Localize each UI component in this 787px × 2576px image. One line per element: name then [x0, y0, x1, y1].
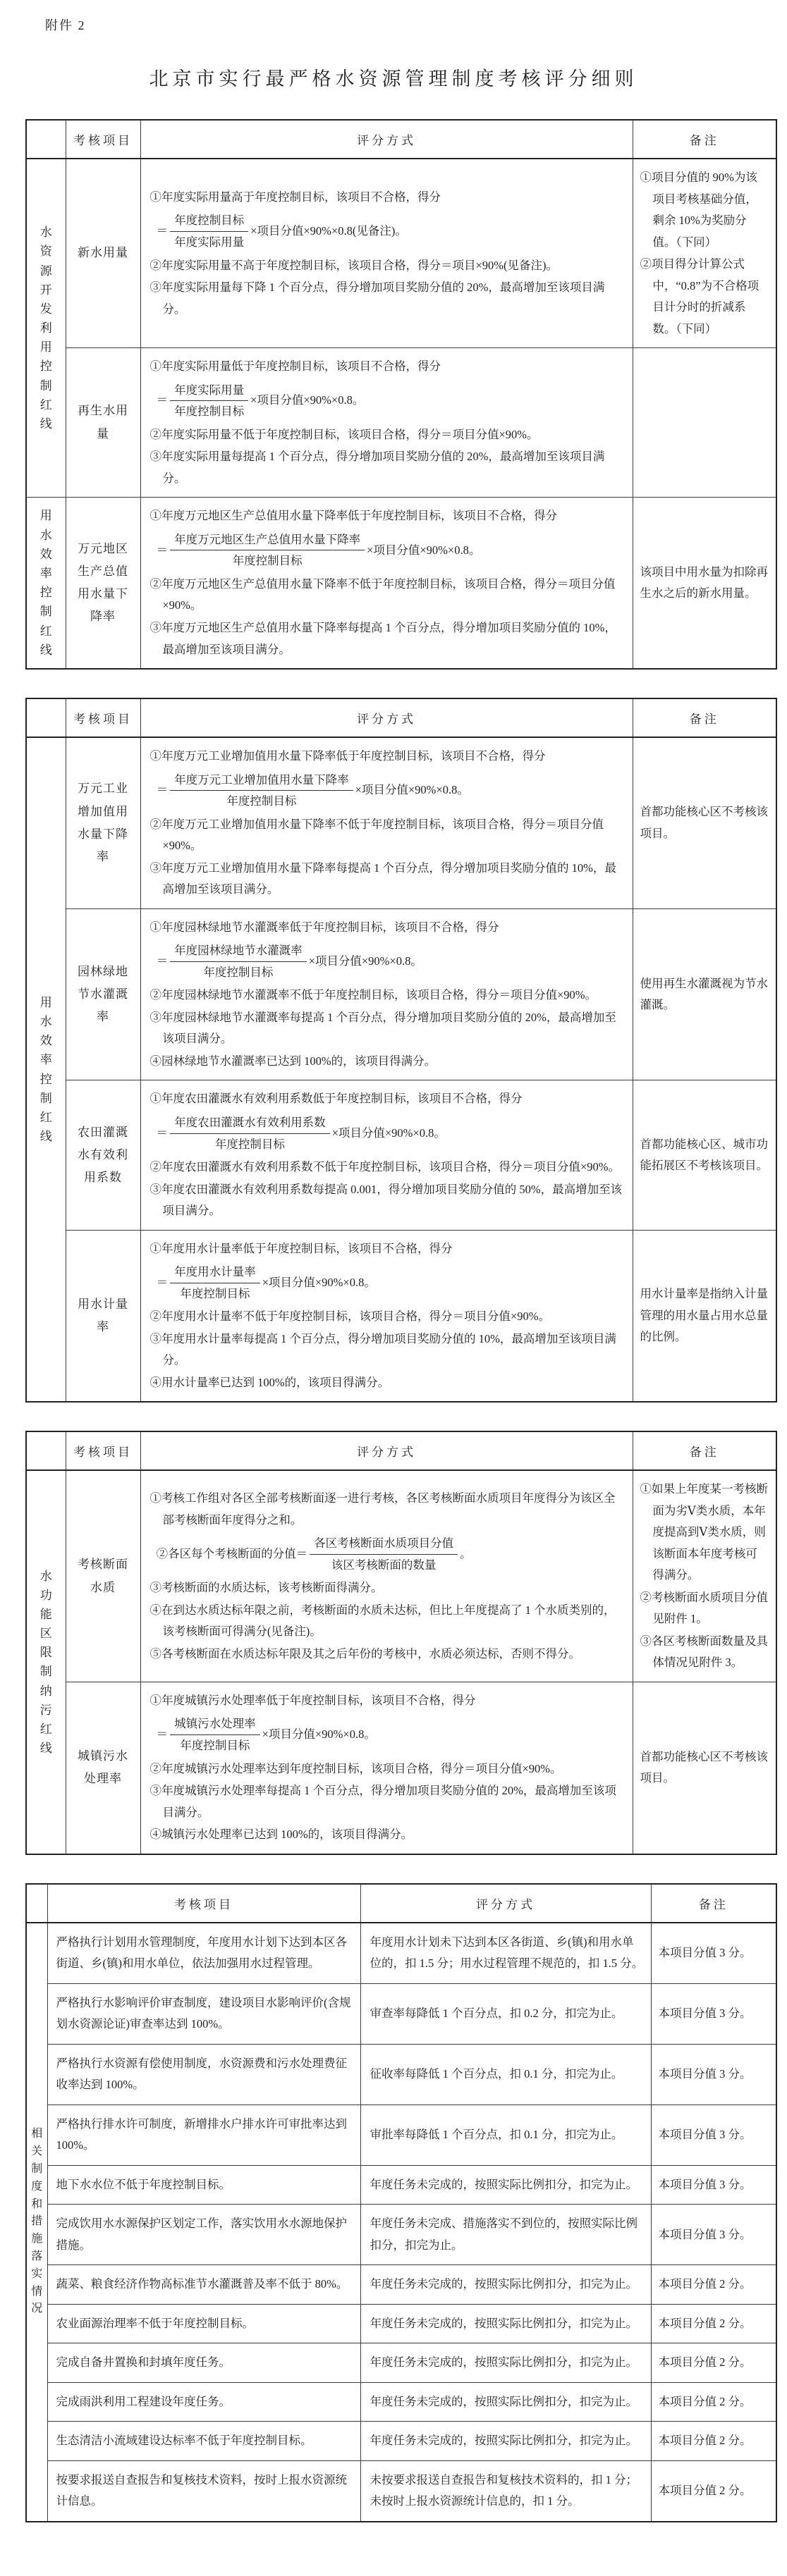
method-line: ③年度农田灌溉水有效利用系数每提高 0.001，得分增加项目奖励分值的 50%，最高增加至该项目满分。 [150, 1182, 623, 1218]
formula-suffix: 。 [460, 1546, 472, 1560]
note-cell [651, 2104, 776, 2165]
table-header [26, 698, 776, 737]
table-row [26, 2422, 776, 2461]
formula-suffix: ×项目分值×90%×0.8。 [308, 954, 422, 968]
table-body [26, 1470, 776, 1854]
item-cell: 用水计量率 [66, 1230, 140, 1402]
note-line: ②考核断面水质项目分值见附件 1。 [640, 1590, 768, 1626]
fraction [170, 1263, 260, 1302]
note-line: ③各区考核断面数量及具体情况见附件 3。 [640, 1634, 768, 1670]
note-line: 本项目分值 2 分。 [658, 2355, 752, 2369]
method-line: ①年度城镇污水处理率低于年度控制目标，该项目不合格，得分 [150, 1693, 476, 1707]
formula-suffix: ×项目分值×90%×0.8。 [367, 543, 481, 557]
fraction-denominator: 年度控制目标 [232, 554, 303, 568]
formula-suffix: ×项目分值×90%×0.8。 [331, 1126, 446, 1140]
formula-suffix: ×项目分值×90%×0.8。 [355, 783, 469, 797]
method-cell [360, 2165, 651, 2205]
header-item: 考核项目 [66, 698, 140, 737]
note-cell [633, 1080, 776, 1230]
fraction-denominator: 年度控制目标 [174, 405, 245, 419]
fraction [170, 771, 353, 811]
note-cell [633, 1470, 776, 1682]
method-cell [140, 737, 633, 908]
fraction-denominator: 年度控制目标 [180, 1739, 250, 1753]
fraction [310, 1534, 458, 1574]
note-cell [651, 2422, 776, 2461]
item-cell: 再生水用量 [66, 348, 140, 498]
method-line: ②年度农田灌溉水有效利用系数不低于年度控制目标，该项目合格，得分＝项目分值×90%。 [150, 1160, 621, 1174]
fraction-numerator: 年度实际用量 [170, 381, 248, 402]
note-line: ①项目分值的 90%为该项目考核基础分值，剩余 10%为奖励分值。（下同） [640, 171, 757, 249]
method-cell [360, 2343, 651, 2383]
note-line: 本项目分值 2 分。 [658, 2394, 752, 2408]
fraction-denominator: 该区考核断面的数量 [331, 1558, 437, 1572]
method-line: 未按要求报送自查报告和复核技术资料的，扣 1 分；未按时上报水资源统计信息的，扣 1 分。 [370, 2472, 637, 2508]
fraction [170, 381, 248, 421]
method-line: 审查率每降低 1 个百分点，扣 0.2 分，扣完为止。 [370, 2006, 623, 2020]
table-body [26, 159, 776, 669]
method-line: ③年度万元工业增加值用水量下降率每提高 1 个百分点，得分增加项目奖励分值的 10%，最高增加至该项目满分。 [150, 861, 616, 896]
method-cell [140, 498, 633, 669]
method-line: ②年度园林绿地节水灌溉率不低于年度控制目标，该项目合格，得分＝项目分值×90%。 [150, 988, 597, 1002]
method-line: ③年度园林绿地节水灌溉率每提高 1 个百分点，得分增加项目奖励分值的 20%，最高增加至该项目满分。 [150, 1010, 616, 1046]
table-row [26, 159, 776, 348]
table-row [26, 1983, 776, 2044]
note-line: 用水计量率是指纳入计量管理的用水量占用水总量的比例。 [640, 1287, 768, 1344]
item-cell: 完成自备井置换和封填年度任务。 [47, 2343, 360, 2383]
note-cell [633, 908, 776, 1080]
method-cell [140, 1682, 633, 1854]
formula-prefix: ＝ [156, 1126, 169, 1140]
note-cell [651, 2165, 776, 2205]
method-line: ①年度实际用量高于年度控制目标，该项目不合格，得分 [150, 190, 441, 204]
group-rail-cell [26, 737, 66, 1402]
group-rail-label: 水功能区限制纳污红线 [39, 1569, 52, 1756]
table-row [26, 498, 776, 669]
note-cell [651, 2265, 776, 2305]
fraction-numerator: 年度万元地区生产总值用水量下降率 [170, 531, 365, 551]
item-cell: 按要求报送自查报告和复核技术资料，按时上报水资源统计信息。 [47, 2460, 360, 2522]
method-cell [140, 908, 633, 1080]
table-row [26, 348, 776, 498]
method-line: 年度任务未完成的，按照实际比例扣分，扣完为止。 [370, 2355, 637, 2369]
method-line: 年度用水计划未下达到本区各街道、乡(镇)和用水单位的，扣 1.5 分；用水过程管理不规范的，扣 1.5 分。 [370, 1935, 644, 1971]
attachment-label: 附件 2 [45, 18, 86, 32]
header-note: 备注 [633, 1431, 776, 1470]
note-cell [633, 159, 776, 348]
method-cell [360, 2460, 651, 2522]
method-line: ①考核工作组对各区全部考核断面逐一进行考核，各区考核断面水质项目年度得分为该区全部考核断面年度得分之和。 [150, 1491, 616, 1527]
score-table-3 [25, 1431, 777, 1854]
method-formula [157, 771, 626, 811]
header-rail-cell [26, 120, 66, 159]
item-cell: 严格执行排水许可制度，新增排水户排水许可审批率达到 100%。 [47, 2104, 360, 2165]
method-line: 年度任务未完成的，按照实际比例扣分，扣完为止。 [370, 2177, 637, 2191]
note-cell [651, 2304, 776, 2343]
note-line: 本项目分值 3 分。 [658, 2128, 752, 2141]
table-row [26, 1470, 776, 1682]
method-formula [157, 1263, 626, 1302]
fraction-denominator: 年度实际用量 [174, 235, 245, 249]
table-row [26, 1682, 776, 1854]
group-rail-label: 用水效率控制红线 [39, 995, 52, 1144]
item-cell: 蔬菜、粮食经济作物高标准节水灌溉普及率不低于 80%。 [47, 2265, 360, 2305]
method-formula [157, 381, 626, 421]
table-body [26, 1923, 776, 2522]
fraction-denominator: 年度控制目标 [180, 1286, 250, 1300]
method-cell [360, 2104, 651, 2165]
table-body [26, 737, 776, 1402]
note-line: 本项目分值 2 分。 [658, 2434, 752, 2448]
fraction [170, 1715, 260, 1754]
fraction-numerator: 年度控制目标 [170, 211, 248, 232]
fraction-numerator: 各区考核断面水质项目分值 [310, 1534, 458, 1555]
formula-suffix: ×项目分值×90%×0.8。 [262, 1275, 376, 1289]
header-item: 考核项目 [66, 1431, 140, 1470]
header-row [26, 1431, 776, 1470]
header-rail-cell [26, 1431, 66, 1470]
note-line: 本项目分值 3 分。 [658, 2006, 752, 2020]
formula-prefix: ＝ [156, 954, 169, 968]
note-cell [651, 2044, 776, 2104]
table-row [26, 2265, 776, 2305]
note-line: 该项目中用水量为扣除再生水之后的新水用量。 [640, 565, 768, 600]
formula-prefix: ＝ [156, 543, 169, 557]
note-cell [633, 1682, 776, 1854]
method-line: ①年度用水计量率低于年度控制目标，该项目不合格，得分 [150, 1241, 453, 1255]
formula-prefix: ＝ [156, 224, 169, 238]
method-line: ①年度万元地区生产总值用水量下降率低于年度控制目标，该项目不合格，得分 [150, 509, 557, 523]
header-row [26, 120, 776, 159]
method-line: ③年度实际用量每下降 1 个百分点，得分增加项目奖励分值的 20%，最高增加至该项目满分。 [150, 281, 605, 316]
note-cell [651, 2460, 776, 2522]
tables-container [0, 119, 787, 2522]
method-line: ②年度万元地区生产总值用水量下降率不低于年度控制目标，该项目合格，得分＝项目分值×90%。 [150, 577, 616, 612]
method-cell [360, 2205, 651, 2265]
item-cell: 万元工业增加值用水量下降率 [66, 737, 140, 908]
group-rail-cell [26, 1470, 66, 1854]
table-row [26, 2382, 776, 2422]
method-cell [140, 348, 633, 498]
note-line: ①如果上年度某一考核断面为劣Ⅴ类水质，本年度提高到Ⅴ类水质，则该断面本年度考核可得满分。 [640, 1482, 768, 1582]
method-line: ③年度实际用量每提高 1 个百分点，得分增加项目奖励分值的 20%，最高增加至该项目满分。 [150, 450, 605, 485]
header-rail-cell [26, 1884, 47, 1923]
item-cell: 农田灌溉水有效利用系数 [66, 1080, 140, 1230]
note-line: 本项目分值 3 分。 [658, 2227, 752, 2241]
method-line: 年度任务未完成的，按照实际比例扣分，扣完为止。 [370, 2394, 637, 2408]
method-cell [360, 2265, 651, 2305]
note-line: 首都功能核心区、城市功能拓展区不考核该项目。 [640, 1137, 768, 1173]
method-line: ②年度用水计量率不低于年度控制目标，该项目合格，得分＝项目分值×90%。 [150, 1309, 551, 1324]
table-row [26, 2343, 776, 2383]
fraction [170, 211, 248, 251]
header-method: 评分方式 [140, 698, 633, 737]
item-cell: 完成饮用水水源保护区划定工作，落实饮用水水源地保护措施。 [47, 2205, 360, 2265]
method-line: ⑤各考核断面在水质达标年限及其之后年份的考核中，水质必须达标，否则不得分。 [150, 1646, 580, 1660]
method-cell [360, 2382, 651, 2422]
item-cell: 地下水水位不低于年度控制目标。 [47, 2165, 360, 2205]
formula-prefix: ＝ [156, 1727, 169, 1742]
note-line: 本项目分值 3 分。 [658, 2177, 752, 2191]
header-note: 备注 [651, 1884, 776, 1923]
note-line: ②项目得分计算公式中，“0.8”为不合格项目计分时的折减系数。（下同） [640, 257, 759, 335]
method-line: 审批率每降低 1 个百分点，扣 0.1 分，扣完为止。 [370, 2128, 623, 2141]
method-formula [157, 1715, 626, 1754]
method-line: ③年度用水计量率每提高 1 个百分点，得分增加项目奖励分值的 10%，最高增加至该项目满分。 [150, 1331, 616, 1367]
fraction-numerator: 城镇污水处理率 [170, 1715, 260, 1735]
formula-prefix: ②各区每个考核断面的分值＝ [156, 1546, 308, 1560]
note-line: 首都功能核心区不考核该项目。 [640, 805, 768, 840]
table-row [26, 1923, 776, 1984]
method-cell [140, 159, 633, 348]
header-item: 考核项目 [66, 120, 140, 159]
method-line: 年度任务未完成的，按照实际比例扣分，扣完为止。 [370, 2316, 637, 2330]
table-row [26, 2104, 776, 2165]
header-method: 评分方式 [360, 1884, 651, 1923]
item-cell: 万元地区生产总值用水量下降率 [66, 498, 140, 669]
note-line: 本项目分值 3 分。 [658, 1945, 752, 1959]
fraction [170, 531, 365, 570]
header-row [26, 698, 776, 737]
table-header [26, 120, 776, 159]
method-cell [140, 1230, 633, 1402]
fraction [170, 1114, 330, 1153]
header-method: 评分方式 [140, 1431, 633, 1470]
method-line: ④在到达水质达标年限之前，考核断面的水质未达标，但比上年度提高了 1 个水质类别的，该考核断面可得满分(见备注)。 [150, 1603, 616, 1639]
page-title: 北京市实行最严格水资源管理制度考核评分细则 [149, 68, 638, 90]
method-line: ④用水计量率已达到 100%的，该项目得满分。 [150, 1375, 390, 1389]
note-cell [651, 2343, 776, 2383]
method-line: ①年度农田灌溉水有效利用系数低于年度控制目标，该项目不合格，得分 [150, 1092, 523, 1106]
method-line: ①年度万元工业增加值用水量下降率低于年度控制目标，该项目不合格，得分 [150, 749, 546, 763]
method-line: ③考核断面的水质达标，该考核断面得满分。 [150, 1581, 383, 1595]
note-line: 本项目分值 2 分。 [658, 2484, 752, 2498]
header-note: 备注 [633, 698, 776, 737]
method-cell [360, 2304, 651, 2343]
fraction-denominator: 年度控制目标 [226, 794, 297, 808]
table-row [26, 1080, 776, 1230]
group-rail-label: 水资源开发利用控制红线 [39, 226, 52, 431]
item-cell: 生态清洁小流域建设达标率不低于年度控制目标。 [47, 2422, 360, 2461]
method-cell [360, 1923, 651, 1984]
score-table-4 [25, 1883, 777, 2522]
formula-prefix: ＝ [156, 1275, 169, 1289]
note-line: 首都功能核心区不考核该项目。 [640, 1749, 768, 1785]
item-cell: 严格执行水资源有偿使用制度，水资源费和污水处理费征收率达到 100%。 [47, 2044, 360, 2104]
note-cell [651, 1983, 776, 2044]
method-line: ②年度实际用量不高于年度控制目标，该项目合格，得分＝项目×90%(见备注)。 [150, 258, 559, 272]
method-line: ②年度城镇污水处理率达到年度控制目标，该项目合格，得分＝项目分值×90%。 [150, 1761, 562, 1775]
note-line: 本项目分值 3 分。 [658, 2066, 752, 2081]
table-row [26, 737, 776, 908]
method-line: 年度任务未完成的，按照实际比例扣分，扣完为止。 [370, 2434, 637, 2448]
item-cell: 园林绿地节水灌溉率 [66, 908, 140, 1080]
fraction-numerator: 年度用水计量率 [170, 1263, 260, 1283]
note-cell [633, 348, 776, 498]
note-line: 本项目分值 2 分。 [658, 2316, 752, 2330]
formula-suffix: ×项目分值×90%×0.8。 [250, 393, 365, 407]
method-cell [140, 1080, 633, 1230]
table-header [26, 1884, 776, 1923]
formula-suffix: ×项目分值×90%×0.8(见备注)。 [250, 224, 407, 238]
group-rail-label: 相关制度和措施落实情况 [31, 2128, 43, 2315]
note-cell [651, 2205, 776, 2265]
table-row [26, 1230, 776, 1402]
method-line: ③年度城镇污水处理率每提高 1 个百分点，得分增加项目奖励分值的 20%，最高增加至该项目满分。 [150, 1784, 616, 1819]
method-formula [157, 531, 626, 570]
item-cell: 农业面源治理率不低于年度控制目标。 [47, 2304, 360, 2343]
item-cell: 严格执行水影响评价审查制度，建设项目水影响评价(含规划水资源论证)审查率达到 100%。 [47, 1983, 360, 2044]
fraction-denominator: 年度控制目标 [203, 965, 274, 979]
note-line: 本项目分值 2 分。 [658, 2277, 752, 2291]
group-rail-cell [26, 159, 66, 498]
note-cell [651, 2382, 776, 2422]
method-formula [157, 1534, 626, 1574]
note-cell [633, 737, 776, 908]
table-row [26, 2205, 776, 2265]
score-table-2 [25, 698, 777, 1403]
fraction-denominator: 年度控制目标 [214, 1137, 285, 1151]
method-line: ②年度万元工业增加值用水量下降率不低于年度控制目标，该项目合格，得分＝项目分值×90%。 [150, 817, 604, 853]
note-line: 使用再生水灌溉视为节水灌溉。 [640, 976, 768, 1012]
item-cell: 严格执行计划用水管理制度，年度用水计划下达到本区各街道、乡(镇)和用水单位，依法加强用水过程管理。 [47, 1923, 360, 1984]
item-cell: 城镇污水处理率 [66, 1682, 140, 1854]
method-line: ①年度实际用量低于年度控制目标，该项目不合格，得分 [150, 359, 441, 374]
method-line: ②年度实际用量不低于年度控制目标，该项目合格，得分＝项目分值×90%。 [150, 427, 539, 441]
method-line: ④园林绿地节水灌溉率已达到 100%的，该项目得满分。 [150, 1054, 437, 1068]
method-line: 年度任务未完成的，按照实际比例扣分，扣完为止。 [370, 2277, 637, 2291]
table-row [26, 908, 776, 1080]
formula-suffix: ×项目分值×90%×0.8。 [262, 1727, 376, 1742]
table-row [26, 2044, 776, 2104]
item-cell: 考核断面水质 [66, 1470, 140, 1682]
method-line: ④城镇污水处理率已达到 100%的，该项目得满分。 [150, 1828, 413, 1842]
method-line: 年度任务未完成、措施落实不到位的，按照实际比例扣分，扣完为止。 [370, 2217, 637, 2252]
fraction-numerator: 年度园林绿地节水灌溉率 [170, 942, 307, 962]
header-row [26, 1884, 776, 1923]
note-cell [651, 1923, 776, 1984]
fraction [170, 942, 307, 981]
fraction-numerator: 年度农田灌溉水有效利用系数 [170, 1114, 330, 1134]
method-cell [140, 1470, 633, 1682]
method-cell [360, 1983, 651, 2044]
method-formula [157, 942, 626, 981]
method-cell [360, 2422, 651, 2461]
group-rail-cell [26, 1923, 47, 2522]
formula-prefix: ＝ [156, 393, 169, 407]
fraction-numerator: 年度万元工业增加值用水量下降率 [170, 771, 353, 791]
item-cell: 完成雨洪利用工程建设年度任务。 [47, 2382, 360, 2422]
method-line: ①年度园林绿地节水灌溉率低于年度控制目标，该项目不合格，得分 [150, 920, 499, 934]
table-header [26, 1431, 776, 1470]
method-cell [360, 2044, 651, 2104]
score-table-1 [25, 119, 777, 670]
header-method: 评分方式 [140, 120, 633, 159]
note-cell [633, 1230, 776, 1402]
note-cell [633, 498, 776, 669]
header-item: 考核项目 [47, 1884, 360, 1923]
item-cell: 新水用量 [66, 159, 140, 348]
formula-prefix: ＝ [156, 783, 169, 797]
method-line: ③年度万元地区生产总值用水量下降率每提高 1 个百分点，得分增加项目奖励分值的 10%，最高增加至该项目满分。 [150, 620, 616, 656]
method-formula [157, 211, 626, 251]
group-rail-label: 用水效率控制红线 [39, 509, 52, 657]
header-rail-cell [26, 698, 66, 737]
group-rail-cell [26, 498, 66, 669]
table-row [26, 2460, 776, 2522]
method-line: 征收率每降低 1 个百分点，扣 0.1 分，扣完为止。 [370, 2066, 623, 2081]
header-note: 备注 [633, 120, 776, 159]
table-row [26, 2304, 776, 2343]
method-formula [157, 1114, 626, 1153]
table-row [26, 2165, 776, 2205]
